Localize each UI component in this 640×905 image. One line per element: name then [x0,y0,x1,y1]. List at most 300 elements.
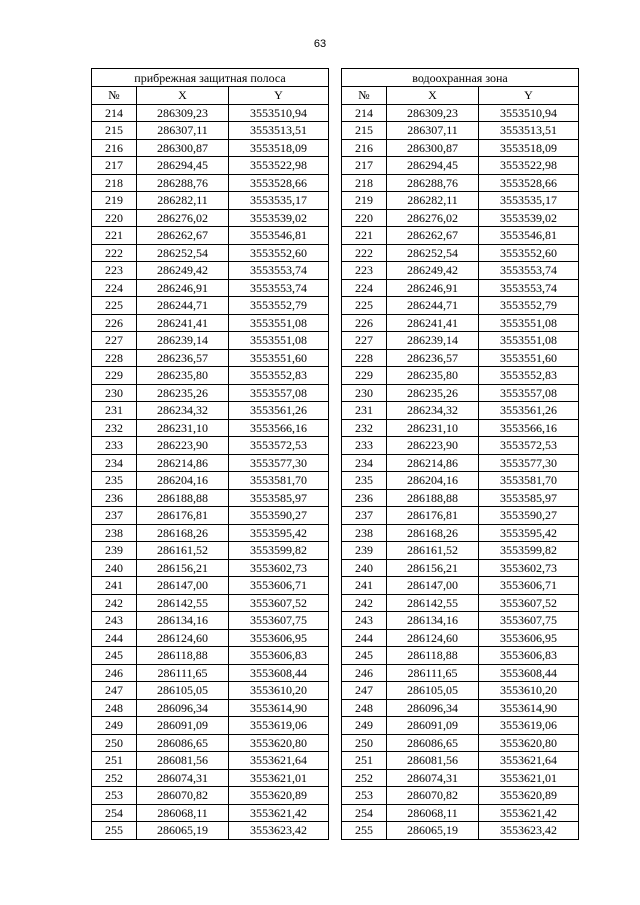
cell-number: 245 [342,647,387,665]
cell-x: 286086,65 [387,734,479,752]
cell-x: 286262,67 [137,227,229,245]
cell-y: 3553602,73 [229,559,329,577]
cell-x: 286235,26 [387,384,479,402]
table-row [342,314,579,332]
cell-y: 3553610,20 [479,682,579,700]
cell-number: 252 [92,769,137,787]
cell-y: 3553621,01 [229,769,329,787]
cell-number: 219 [342,192,387,210]
table-row [92,682,329,700]
cell-y: 3553606,71 [229,577,329,595]
cell-x: 286176,81 [137,507,229,525]
table-row [342,804,579,822]
cell-number: 222 [92,244,137,262]
table-row [342,629,579,647]
table-row [342,454,579,472]
table-row [342,279,579,297]
cell-number: 225 [342,297,387,315]
table-row [342,612,579,630]
cell-y: 3553551,60 [479,349,579,367]
cell-x: 286065,19 [137,822,229,840]
cell-y: 3553602,73 [479,559,579,577]
cell-y: 3553623,42 [479,822,579,840]
cell-y: 3553535,17 [479,192,579,210]
cell-y: 3553608,44 [229,664,329,682]
cell-y: 3553619,06 [479,717,579,735]
cell-x: 286134,16 [137,612,229,630]
cell-x: 286111,65 [387,664,479,682]
table-row [342,244,579,262]
cell-x: 286307,11 [387,122,479,140]
cell-y: 3553557,08 [479,384,579,402]
page-number: 63 [313,38,327,50]
cell-number: 215 [342,122,387,140]
cell-x: 286252,54 [387,244,479,262]
cell-number: 217 [92,157,137,175]
table-row [92,314,329,332]
table-row [92,472,329,490]
table-row [92,227,329,245]
cell-number: 254 [342,804,387,822]
cell-x: 286188,88 [387,489,479,507]
cell-x: 286214,86 [387,454,479,472]
cell-x: 286091,09 [137,717,229,735]
cell-x: 286142,55 [387,594,479,612]
cell-x: 286091,09 [387,717,479,735]
cell-x: 286204,16 [137,472,229,490]
cell-x: 286300,87 [137,139,229,157]
cell-y: 3553585,97 [229,489,329,507]
cell-y: 3553546,81 [229,227,329,245]
cell-number: 251 [92,752,137,770]
cell-x: 286147,00 [387,577,479,595]
cell-number: 219 [92,192,137,210]
cell-y: 3553572,53 [229,437,329,455]
table-row [342,647,579,665]
table-row [342,734,579,752]
cell-y: 3553581,70 [229,472,329,490]
table-row [92,349,329,367]
cell-y: 3553510,94 [229,104,329,122]
column-header-x: X [137,87,229,105]
cell-y: 3553551,08 [229,332,329,350]
cell-y: 3553546,81 [479,227,579,245]
cell-x: 286239,14 [387,332,479,350]
cell-y: 3553552,79 [479,297,579,315]
cell-x: 286204,16 [387,472,479,490]
table-row [342,577,579,595]
cell-x: 286294,45 [387,157,479,175]
water-protection-zone-table [341,68,579,840]
cell-x: 286241,41 [387,314,479,332]
table-row [342,699,579,717]
cell-x: 286235,80 [387,367,479,385]
table-row [92,122,329,140]
cell-number: 214 [92,104,137,122]
cell-number: 233 [92,437,137,455]
cell-number: 215 [92,122,137,140]
cell-number: 243 [92,612,137,630]
table-row [342,437,579,455]
table-row [342,297,579,315]
cell-number: 227 [92,332,137,350]
cell-number: 247 [92,682,137,700]
table-row [92,577,329,595]
cell-y: 3553620,80 [479,734,579,752]
table-row [342,332,579,350]
cell-number: 247 [342,682,387,700]
column-header-y: Y [229,87,329,105]
cell-number: 255 [342,822,387,840]
cell-number: 225 [92,297,137,315]
cell-y: 3553518,09 [479,139,579,157]
cell-y: 3553552,79 [229,297,329,315]
cell-x: 286262,67 [387,227,479,245]
table-row [92,174,329,192]
cell-number: 226 [92,314,137,332]
cell-number: 246 [342,664,387,682]
cell-y: 3553607,52 [479,594,579,612]
cell-y: 3553608,44 [479,664,579,682]
cell-number: 249 [342,717,387,735]
cell-y: 3553553,74 [479,262,579,280]
cell-number: 240 [92,559,137,577]
cell-number: 220 [92,209,137,227]
cell-x: 286161,52 [137,542,229,560]
cell-x: 286188,88 [137,489,229,507]
table-row [342,822,579,840]
table-row [342,489,579,507]
cell-x: 286288,76 [137,174,229,192]
cell-y: 3553577,30 [479,454,579,472]
table-row [342,769,579,787]
cell-x: 286168,26 [137,524,229,542]
cell-x: 286241,41 [137,314,229,332]
cell-number: 224 [342,279,387,297]
cell-y: 3553595,42 [229,524,329,542]
table-row [92,489,329,507]
cell-number: 239 [342,542,387,560]
cell-y: 3553522,98 [479,157,579,175]
cell-y: 3553614,90 [229,699,329,717]
cell-y: 3553557,08 [229,384,329,402]
cell-y: 3553606,83 [479,647,579,665]
cell-y: 3553551,60 [229,349,329,367]
table-row [342,682,579,700]
table-row [92,297,329,315]
cell-number: 228 [342,349,387,367]
cell-number: 214 [342,104,387,122]
cell-number: 253 [92,787,137,805]
cell-x: 286223,90 [387,437,479,455]
cell-y: 3553528,66 [229,174,329,192]
cell-number: 246 [92,664,137,682]
cell-x: 286236,57 [137,349,229,367]
cell-x: 286142,55 [137,594,229,612]
table-row [92,717,329,735]
cell-y: 3553553,74 [479,279,579,297]
cell-number: 235 [342,472,387,490]
cell-y: 3553619,06 [229,717,329,735]
cell-number: 238 [342,524,387,542]
table-row [92,664,329,682]
table-row [342,717,579,735]
cell-y: 3553561,26 [229,402,329,420]
cell-x: 286300,87 [387,139,479,157]
cell-number: 221 [92,227,137,245]
cell-x: 286246,91 [137,279,229,297]
cell-x: 286282,11 [387,192,479,210]
table-row [342,192,579,210]
cell-number: 248 [342,699,387,717]
cell-number: 229 [92,367,137,385]
cell-y: 3553607,75 [229,612,329,630]
cell-number: 238 [92,524,137,542]
cell-y: 3553607,52 [229,594,329,612]
cell-x: 286244,71 [387,297,479,315]
cell-number: 242 [342,594,387,612]
cell-y: 3553623,42 [229,822,329,840]
table-row [92,402,329,420]
cell-y: 3553606,95 [479,629,579,647]
cell-x: 286244,71 [137,297,229,315]
cell-y: 3553585,97 [479,489,579,507]
table-row [92,104,329,122]
cell-x: 286074,31 [137,769,229,787]
cell-x: 286249,42 [137,262,229,280]
cell-number: 244 [92,629,137,647]
cell-x: 286235,80 [137,367,229,385]
cell-number: 253 [342,787,387,805]
cell-x: 286086,65 [137,734,229,752]
cell-number: 230 [342,384,387,402]
cell-y: 3553513,51 [229,122,329,140]
cell-x: 286070,82 [137,787,229,805]
cell-number: 236 [342,489,387,507]
cell-x: 286096,34 [137,699,229,717]
table-row [92,262,329,280]
cell-number: 227 [342,332,387,350]
cell-y: 3553572,53 [479,437,579,455]
table-row [342,472,579,490]
cell-number: 229 [342,367,387,385]
column-header-number: № [342,87,387,105]
cell-x: 286231,10 [387,419,479,437]
cell-y: 3553535,17 [229,192,329,210]
cell-x: 286105,05 [387,682,479,700]
cell-x: 286223,90 [137,437,229,455]
cell-y: 3553590,27 [229,507,329,525]
cell-number: 242 [92,594,137,612]
cell-x: 286156,21 [137,559,229,577]
table-row [342,524,579,542]
table-row [92,367,329,385]
column-header-x: X [387,87,479,105]
cell-y: 3553620,89 [229,787,329,805]
table-row [92,594,329,612]
cell-number: 218 [92,174,137,192]
cell-number: 249 [92,717,137,735]
table-row [92,752,329,770]
table-row [92,507,329,525]
cell-x: 286070,82 [387,787,479,805]
table-row [342,104,579,122]
cell-y: 3553552,83 [229,367,329,385]
cell-x: 286236,57 [387,349,479,367]
cell-y: 3553621,42 [479,804,579,822]
table-row [342,209,579,227]
cell-x: 286307,11 [137,122,229,140]
table-row [342,664,579,682]
cell-x: 286288,76 [387,174,479,192]
coastal-protection-strip-table [91,68,329,840]
table-row [92,139,329,157]
table-row [92,244,329,262]
cell-x: 286246,91 [387,279,479,297]
cell-x: 286235,26 [137,384,229,402]
cell-y: 3553552,83 [479,367,579,385]
cell-x: 286282,11 [137,192,229,210]
cell-y: 3553552,60 [479,244,579,262]
table-row [92,769,329,787]
cell-y: 3553553,74 [229,279,329,297]
table-row [342,752,579,770]
cell-x: 286231,10 [137,419,229,437]
cell-y: 3553539,02 [229,209,329,227]
cell-x: 286239,14 [137,332,229,350]
cell-number: 230 [92,384,137,402]
cell-number: 237 [92,507,137,525]
cell-x: 286234,32 [137,402,229,420]
cell-x: 286068,11 [137,804,229,822]
cell-number: 248 [92,699,137,717]
table-title: прибрежная защитная полоса [92,69,329,87]
cell-number: 244 [342,629,387,647]
cell-number: 241 [342,577,387,595]
cell-y: 3553621,64 [229,752,329,770]
cell-y: 3553552,60 [229,244,329,262]
cell-x: 286096,34 [387,699,479,717]
cell-number: 237 [342,507,387,525]
cell-number: 224 [92,279,137,297]
table-row [92,332,329,350]
cell-y: 3553513,51 [479,122,579,140]
column-header-y: Y [479,87,579,105]
cell-number: 231 [342,402,387,420]
cell-x: 286068,11 [387,804,479,822]
cell-number: 221 [342,227,387,245]
cell-y: 3553599,82 [479,542,579,560]
cell-y: 3553566,16 [229,419,329,437]
cell-number: 255 [92,822,137,840]
table-row [342,262,579,280]
cell-x: 286309,23 [387,104,479,122]
cell-y: 3553528,66 [479,174,579,192]
cell-x: 286276,02 [387,209,479,227]
cell-y: 3553561,26 [479,402,579,420]
cell-x: 286118,88 [137,647,229,665]
table-row [92,559,329,577]
cell-x: 286234,32 [387,402,479,420]
cell-number: 226 [342,314,387,332]
cell-y: 3553595,42 [479,524,579,542]
table-row [342,507,579,525]
cell-number: 218 [342,174,387,192]
cell-y: 3553620,89 [479,787,579,805]
cell-number: 243 [342,612,387,630]
cell-y: 3553518,09 [229,139,329,157]
cell-x: 286134,16 [387,612,479,630]
cell-x: 286081,56 [387,752,479,770]
cell-x: 286124,60 [137,629,229,647]
table-row [92,542,329,560]
cell-x: 286161,52 [387,542,479,560]
cell-y: 3553551,08 [229,314,329,332]
table-row [92,699,329,717]
cell-y: 3553551,08 [479,314,579,332]
table-row [92,419,329,437]
cell-y: 3553566,16 [479,419,579,437]
table-row [92,804,329,822]
table-row [342,419,579,437]
cell-number: 217 [342,157,387,175]
column-header-number: № [92,87,137,105]
cell-number: 241 [92,577,137,595]
cell-x: 286214,86 [137,454,229,472]
table-row [92,524,329,542]
cell-y: 3553621,01 [479,769,579,787]
cell-y: 3553599,82 [229,542,329,560]
cell-x: 286065,19 [387,822,479,840]
cell-y: 3553621,64 [479,752,579,770]
cell-number: 236 [92,489,137,507]
cell-number: 245 [92,647,137,665]
cell-number: 235 [92,472,137,490]
cell-x: 286249,42 [387,262,479,280]
cell-y: 3553614,90 [479,699,579,717]
cell-y: 3553606,83 [229,647,329,665]
cell-number: 254 [92,804,137,822]
table-row [92,209,329,227]
cell-y: 3553606,71 [479,577,579,595]
cell-y: 3553610,20 [229,682,329,700]
cell-number: 239 [92,542,137,560]
table-row [342,402,579,420]
cell-x: 286252,54 [137,244,229,262]
cell-x: 286168,26 [387,524,479,542]
cell-y: 3553551,08 [479,332,579,350]
table-row [92,822,329,840]
cell-number: 223 [342,262,387,280]
cell-y: 3553539,02 [479,209,579,227]
table-row [342,367,579,385]
table-row [92,454,329,472]
table-row [92,787,329,805]
table-row [342,787,579,805]
cell-x: 286156,21 [387,559,479,577]
cell-x: 286147,00 [137,577,229,595]
cell-x: 286111,65 [137,664,229,682]
table-row [342,349,579,367]
table-row [342,139,579,157]
cell-x: 286081,56 [137,752,229,770]
table-row [92,734,329,752]
cell-y: 3553522,98 [229,157,329,175]
cell-x: 286074,31 [387,769,479,787]
table-row [92,437,329,455]
cell-number: 216 [342,139,387,157]
cell-number: 250 [342,734,387,752]
